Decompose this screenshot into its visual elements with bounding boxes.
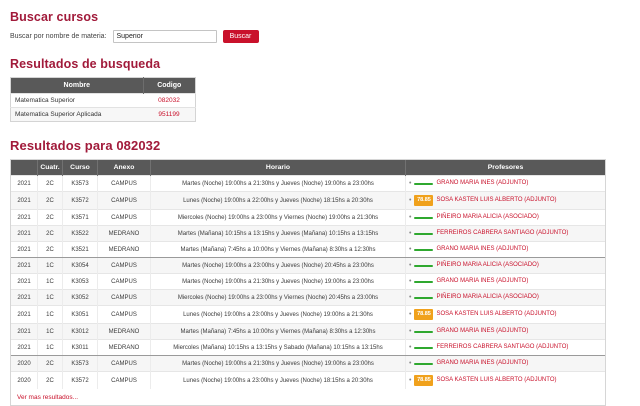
professor-score-badge — [414, 331, 433, 333]
professor-entry — [409, 375, 602, 386]
bullet-icon: • — [409, 214, 412, 221]
table-row[interactable] — [11, 176, 605, 192]
professor-name-link[interactable]: SOSA KASTEN LUIS ALBERTO (ADJUNTO) — [436, 311, 557, 317]
cell-horario: Martes (Mañana) 10:15hs a 13:15hs y Jueves (Mañana) 10:15hs a 13:15hs — [151, 226, 406, 242]
cell-anexo: MEDRANO — [98, 242, 151, 258]
professor-name-link[interactable]: GRANO MARIA INES (ADJUNTO) — [436, 246, 529, 252]
professor-name-link[interactable]: GRANO MARIA INES (ADJUNTO) — [436, 360, 529, 366]
cell-anexo: MEDRANO — [98, 324, 151, 340]
cell-profesores — [406, 226, 606, 242]
professor-score-badge — [414, 217, 433, 219]
table-row[interactable] — [11, 108, 196, 122]
cell-horario: Martes (Mañana) 7:45hs a 10:00hs y Viernes (Mañana) 8:30hs a 12:30hs — [151, 324, 406, 340]
table-row[interactable] — [11, 242, 605, 258]
cell-cuatrimestre: 1C — [38, 290, 63, 306]
cell-cuatrimestre: 2C — [38, 356, 63, 372]
cell-cuatrimestre: 1C — [38, 340, 63, 356]
courses-table-header — [11, 160, 605, 176]
cell-cuatrimestre: 2C — [38, 372, 63, 390]
cell-anexo: CAMPUS — [98, 176, 151, 192]
courses-table-body — [11, 176, 605, 390]
professor-entry — [409, 309, 602, 320]
cell-codigo[interactable]: 951199 — [143, 108, 196, 122]
column-header-horario: Horario — [151, 160, 406, 176]
bullet-icon: • — [409, 278, 412, 285]
cell-profesores — [406, 176, 606, 192]
cell-curso: K3053 — [63, 274, 98, 290]
cell-year: 2021 — [11, 192, 38, 210]
results-title: Resultados de busqueda — [10, 57, 161, 71]
professor-score-badge — [414, 233, 433, 235]
cell-year: 2021 — [11, 226, 38, 242]
column-header-cuatr: Cuatr. — [38, 160, 63, 176]
cell-year: 2020 — [11, 372, 38, 390]
page-title: Buscar cursos — [10, 10, 99, 24]
professor-score-badge — [414, 297, 433, 299]
courses-table — [11, 160, 605, 389]
cell-profesores — [406, 242, 606, 258]
cell-profesores — [406, 290, 606, 306]
bullet-icon: • — [409, 328, 412, 335]
professor-name-link[interactable]: FERREIROS CABRERA SANTIAGO (ADJUNTO) — [436, 344, 569, 350]
professor-score-badge — [414, 347, 433, 349]
professor-name-link[interactable]: PIÑEIRO MARIA ALICIA (ASOCIADO) — [436, 214, 539, 220]
professor-score-badge: 78.85 — [414, 195, 433, 206]
professor-entry — [409, 293, 602, 302]
table-row[interactable] — [11, 226, 605, 242]
search-results-table — [10, 77, 196, 122]
bullet-icon: • — [409, 377, 412, 384]
cell-anexo: MEDRANO — [98, 340, 151, 356]
cell-cuatrimestre: 1C — [38, 324, 63, 340]
cell-curso: K3573 — [63, 176, 98, 192]
professor-entry — [409, 359, 602, 368]
cell-year: 2021 — [11, 258, 38, 274]
cell-nombre: Matematica Superior — [11, 94, 144, 108]
professor-name-link[interactable]: GRANO MARIA INES (ADJUNTO) — [436, 328, 529, 334]
cell-year: 2021 — [11, 210, 38, 226]
cell-cuatrimestre: 2C — [38, 226, 63, 242]
professor-entry — [409, 245, 602, 254]
search-label: Buscar por nombre de materia: — [10, 33, 107, 40]
professor-name-link[interactable]: SOSA KASTEN LUIS ALBERTO (ADJUNTO) — [436, 197, 557, 203]
cell-year: 2020 — [11, 356, 38, 372]
cell-horario: Miercoles (Noche) 19:00hs a 23:00hs y Viernes (Noche) 20:45hs a 23:00hs — [151, 290, 406, 306]
cell-horario: Martes (Noche) 19:00hs a 21:30hs y Jueves (Noche) 19:00hs a 23:00hs — [151, 356, 406, 372]
table-row[interactable] — [11, 210, 605, 226]
search-form — [10, 30, 630, 43]
search-results-body — [11, 94, 196, 122]
cell-cuatrimestre: 2C — [38, 192, 63, 210]
cell-horario: Lunes (Noche) 19:00hs a 23:00hs y Jueves (Noche) 18:15hs a 20:30hs — [151, 372, 406, 390]
bullet-icon: • — [409, 311, 412, 318]
cell-curso: K3052 — [63, 290, 98, 306]
cell-curso: K3051 — [63, 306, 98, 324]
cell-curso: K3571 — [63, 210, 98, 226]
cell-year: 2021 — [11, 340, 38, 356]
cell-curso: K3012 — [63, 324, 98, 340]
table-row[interactable] — [11, 372, 605, 390]
cell-profesores — [406, 356, 606, 372]
cell-year: 2021 — [11, 290, 38, 306]
professor-score-badge — [414, 281, 433, 283]
cell-curso: K3572 — [63, 192, 98, 210]
column-header-anexo: Anexo — [98, 160, 151, 176]
cell-anexo: CAMPUS — [98, 192, 151, 210]
bullet-icon: • — [409, 262, 412, 269]
cell-year: 2021 — [11, 274, 38, 290]
cell-anexo: CAMPUS — [98, 210, 151, 226]
table-row[interactable] — [11, 356, 605, 372]
professor-entry — [409, 229, 602, 238]
cell-horario: Miercoles (Noche) 19:00hs a 23:00hs y Viernes (Noche) 19:00hs a 21:30hs — [151, 210, 406, 226]
cell-anexo: CAMPUS — [98, 274, 151, 290]
table-row[interactable] — [11, 290, 605, 306]
cell-profesores — [406, 372, 606, 390]
bullet-icon: • — [409, 230, 412, 237]
column-header-nombre: Nombre — [11, 78, 144, 94]
cell-anexo: CAMPUS — [98, 306, 151, 324]
cell-profesores — [406, 258, 606, 274]
professor-entry — [409, 277, 602, 286]
professor-name-link[interactable]: PIÑEIRO MARIA ALICIA (ASOCIADO) — [436, 294, 539, 300]
column-header-year — [11, 160, 38, 176]
bullet-icon: • — [409, 197, 412, 204]
cell-curso: K3521 — [63, 242, 98, 258]
search-button[interactable]: Buscar — [223, 30, 259, 43]
cell-profesores — [406, 274, 606, 290]
table-row[interactable] — [11, 340, 605, 356]
cell-horario: Martes (Mañana) 7:45hs a 10:00hs y Viernes (Mañana) 8:30hs a 12:30hs — [151, 242, 406, 258]
professor-score-badge: 78.85 — [414, 375, 433, 386]
professor-entry — [409, 213, 602, 222]
professor-score-badge — [414, 265, 433, 267]
cell-anexo: MEDRANO — [98, 226, 151, 242]
cell-cuatrimestre: 1C — [38, 258, 63, 274]
cell-codigo[interactable]: 082032 — [143, 94, 196, 108]
cell-curso: K3011 — [63, 340, 98, 356]
professor-score-badge — [414, 363, 433, 365]
cell-horario: Martes (Noche) 19:00hs a 23:00hs y Jueves (Noche) 20:45hs a 23:00hs — [151, 258, 406, 274]
cell-year: 2021 — [11, 242, 38, 258]
bullet-icon: • — [409, 344, 412, 351]
professor-entry — [409, 261, 602, 270]
professor-name-link[interactable]: GRANO MARIA INES (ADJUNTO) — [436, 278, 529, 284]
table-row[interactable] — [11, 192, 605, 210]
cell-curso: K3054 — [63, 258, 98, 274]
cell-curso: K3572 — [63, 372, 98, 390]
professor-entry — [409, 179, 602, 188]
search-input[interactable] — [113, 30, 217, 43]
cell-year: 2021 — [11, 306, 38, 324]
cell-cuatrimestre: 2C — [38, 176, 63, 192]
column-header-codigo: Codigo — [143, 78, 196, 94]
cell-profesores — [406, 192, 606, 210]
cell-anexo: CAMPUS — [98, 356, 151, 372]
table-row[interactable] — [11, 274, 605, 290]
professor-entry — [409, 195, 602, 206]
professor-name-link[interactable]: SOSA KASTEN LUIS ALBERTO (ADJUNTO) — [436, 377, 557, 383]
cell-cuatrimestre: 2C — [38, 242, 63, 258]
professor-name-link[interactable]: PIÑEIRO MARIA ALICIA (ASOCIADO) — [436, 262, 539, 268]
cell-year: 2021 — [11, 324, 38, 340]
professor-entry — [409, 343, 602, 352]
cell-cuatrimestre: 1C — [38, 274, 63, 290]
cell-horario: Lunes (Noche) 19:00hs a 23:00hs y Jueves (Noche) 19:00hs a 21:30hs — [151, 306, 406, 324]
bullet-icon: • — [409, 246, 412, 253]
cell-anexo: CAMPUS — [98, 372, 151, 390]
cell-nombre: Matematica Superior Aplicada — [11, 108, 144, 122]
professor-name-link[interactable]: GRANO MARIA INES (ADJUNTO) — [436, 180, 529, 186]
bullet-icon: • — [409, 360, 412, 367]
column-header-profesores: Profesores — [406, 160, 606, 176]
cell-profesores — [406, 340, 606, 356]
professor-name-link[interactable]: FERREIROS CABRERA SANTIAGO (ADJUNTO) — [436, 230, 569, 236]
cell-horario: Lunes (Noche) 19:00hs a 22:00hs y Jueves (Noche) 18:15hs a 20:30hs — [151, 192, 406, 210]
professor-score-badge: 78.85 — [414, 309, 433, 320]
table-row[interactable] — [11, 258, 605, 274]
cell-anexo: CAMPUS — [98, 290, 151, 306]
professor-score-badge — [414, 183, 433, 185]
cell-anexo: CAMPUS — [98, 258, 151, 274]
cell-horario: Martes (Noche) 19:00hs a 21:30hs y Jueves (Noche) 19:00hs a 23:00hs — [151, 274, 406, 290]
table-row[interactable] — [11, 94, 196, 108]
search-results-header — [11, 78, 196, 94]
cell-cuatrimestre: 2C — [38, 210, 63, 226]
cell-cuatrimestre: 1C — [38, 306, 63, 324]
cell-curso: K3573 — [63, 356, 98, 372]
table-row[interactable] — [11, 324, 605, 340]
courses-table-wrapper — [10, 159, 606, 406]
cell-year: 2021 — [11, 176, 38, 192]
bullet-icon: • — [409, 180, 412, 187]
cell-profesores — [406, 210, 606, 226]
professor-score-badge — [414, 249, 433, 251]
cell-horario: Miercoles (Mañana) 10:15hs a 13:15hs y Sabado (Mañana) 10:15hs a 13:15hs — [151, 340, 406, 356]
table-row[interactable] — [11, 306, 605, 324]
column-header-curso: Curso — [63, 160, 98, 176]
more-results-link[interactable]: Ver mas resultados... — [17, 394, 79, 401]
cell-profesores — [406, 324, 606, 340]
professor-entry — [409, 327, 602, 336]
cell-horario: Martes (Noche) 19:00hs a 21:30hs y Jueves (Noche) 19:00hs a 23:00hs — [151, 176, 406, 192]
cell-profesores — [406, 306, 606, 324]
bullet-icon: • — [409, 294, 412, 301]
cell-curso: K3522 — [63, 226, 98, 242]
courses-title: Resultados para 082032 — [10, 138, 161, 153]
